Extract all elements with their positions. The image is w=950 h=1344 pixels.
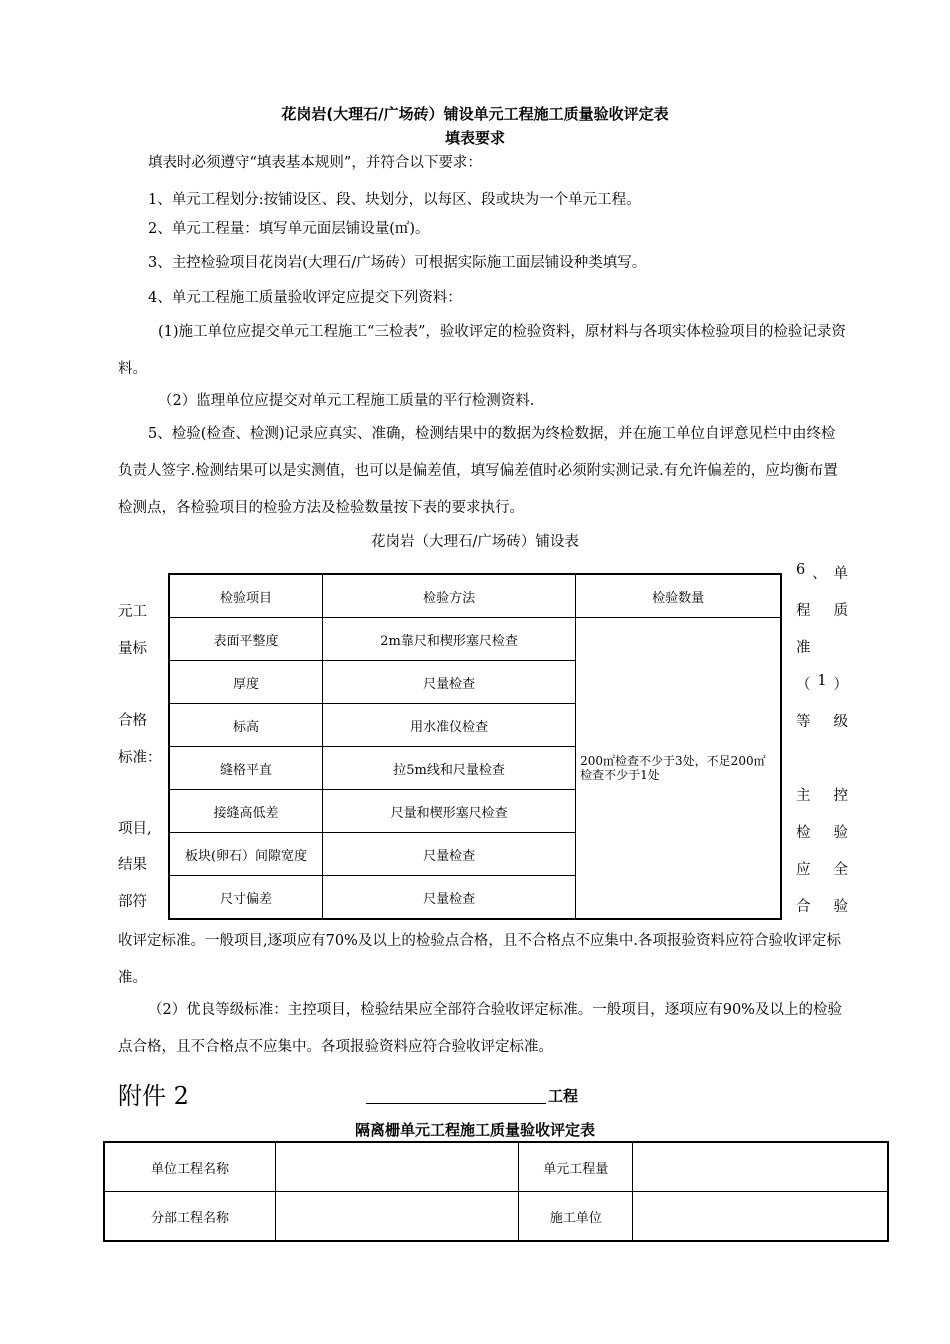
cell-quantity: 200㎡检查不少于3处，不足200㎡检查不少于1处 xyxy=(576,618,781,920)
form-row xyxy=(104,1142,888,1192)
right-line: 主 控 xyxy=(796,788,848,804)
cell-method: 尺量检查 xyxy=(323,833,576,876)
cell-item: 标高 xyxy=(169,704,323,747)
item-4: 4、单元工程施工质量验收评定应提交下列资料： xyxy=(148,290,462,306)
assessment-form xyxy=(103,1141,889,1242)
form-title: 隔离栅单元工程施工质量验收评定表 xyxy=(354,1121,595,1139)
label-unit-project: 单位工程名称 xyxy=(104,1142,276,1192)
cell-method: 尺量检查 xyxy=(323,876,576,920)
value-division-project[interactable] xyxy=(276,1192,519,1242)
doc-subtitle: 填表要求 xyxy=(444,129,505,147)
item-4-2: （2）监理单位应提交对单元工程施工质量的平行检测资料. xyxy=(158,393,535,409)
value-unit-project[interactable] xyxy=(276,1142,519,1192)
doc-title: 花岗岩(大理石/广场砖）铺设单元工程施工质量验收评定表 xyxy=(281,105,669,123)
form-row xyxy=(104,1192,888,1242)
right-line: 合 验 xyxy=(796,899,848,915)
right-fragments xyxy=(796,562,848,932)
header-item: 检验项目 xyxy=(169,574,323,618)
left-fragment: 合格 xyxy=(118,713,147,729)
value-unit-quantity[interactable] xyxy=(633,1142,888,1192)
cell-item: 缝格平直 xyxy=(169,747,323,790)
inspection-table xyxy=(168,573,782,920)
left-fragment: 元工 xyxy=(118,604,147,620)
cell-method: 尺量和楔形塞尺检查 xyxy=(323,790,576,833)
after-table-1: 收评定标准。一般项目,逐项应有70%及以上的检验点合格，且不合格点不应集中.各项报验资料应符合验收评定标准。 xyxy=(118,933,841,986)
left-fragment: 量标 xyxy=(118,641,147,657)
right-line: 程 质 xyxy=(796,603,848,619)
label-division-project: 分部工程名称 xyxy=(104,1192,276,1242)
table-caption: 花岗岩（大理石/广场砖）铺设表 xyxy=(371,534,579,550)
item-1: 1、单元工程划分:按铺设区、段、块划分，以每区、段或块为一个单元工程。 xyxy=(148,192,641,208)
left-fragment: 标准： xyxy=(118,750,162,766)
label-construction-unit: 施工单位 xyxy=(519,1192,633,1242)
item-5: 5、检验(检查、检测)记录应真实、准确，检测结果中的数据为终检数据，并在施工单位自评意见栏中由终检负责人签字.检测结果可以是实测值，也可以是偏差值，填写偏差值时必须附实测记录.有允许偏差的，应均衡布置检测点，各检验项目的检验方法及检验数量按下表的要求执行。 xyxy=(118,426,838,516)
item-3: 3、主控检验项目花岗岩(大理石/广场砖）可根据实际施工面层铺设种类填写。 xyxy=(148,255,647,271)
item-4-1: (1)施工单位应提交单元工程施工“三检表”，验收评定的检验资料，原材料与各项实体检验项目的检验记录资料。 xyxy=(118,324,846,377)
right-line xyxy=(796,747,848,784)
cell-item: 表面平整度 xyxy=(169,618,323,661)
attachment-label: 附件 2 xyxy=(118,1082,189,1110)
project-name-blank xyxy=(366,1103,546,1104)
right-line: （ 1 ） xyxy=(796,673,848,693)
cell-item: 厚度 xyxy=(169,661,323,704)
project-suffix: 工程 xyxy=(548,1087,579,1105)
right-line: 检 验 xyxy=(796,825,848,841)
right-line: 准 xyxy=(796,640,811,656)
label-unit-quantity: 单元工程量 xyxy=(519,1142,633,1192)
cell-method: 2m靠尺和楔形塞尺检查 xyxy=(323,618,576,661)
left-fragment: 结果 xyxy=(118,857,147,873)
cell-item: 尺寸偏差 xyxy=(169,876,323,920)
cell-item: 板块(卵石）间隙宽度 xyxy=(169,833,323,876)
cell-method: 用水准仪检查 xyxy=(323,704,576,747)
right-line: 应 全 xyxy=(796,862,848,878)
left-fragment: 部符 xyxy=(118,894,147,910)
cell-item: 接缝高低差 xyxy=(169,790,323,833)
item-2: 2、单元工程量：填写单元面层铺设量(㎡)。 xyxy=(148,221,430,237)
left-fragment: 项目, xyxy=(118,821,152,837)
table-header-row xyxy=(169,574,781,618)
right-line: 6 、 单 xyxy=(796,562,848,582)
after-table-2: （2）优良等级标准：主控项目，检验结果应全部符合验收评定标准。一般项目，逐项应有90%及以上的检验点合格，且不合格点不应集中。各项报验资料应符合验收评定标准。 xyxy=(118,1002,842,1055)
value-construction-unit[interactable] xyxy=(633,1192,888,1242)
intro-text: 填表时必须遵守“填表基本规则”，并符合以下要求： xyxy=(148,155,482,171)
right-line: 等 级 xyxy=(796,714,848,730)
header-quantity: 检验数量 xyxy=(576,574,781,618)
header-method: 检验方法 xyxy=(323,574,576,618)
cell-method: 尺量检查 xyxy=(323,661,576,704)
cell-method: 拉5m线和尺量检查 xyxy=(323,747,576,790)
table-row xyxy=(169,618,781,661)
